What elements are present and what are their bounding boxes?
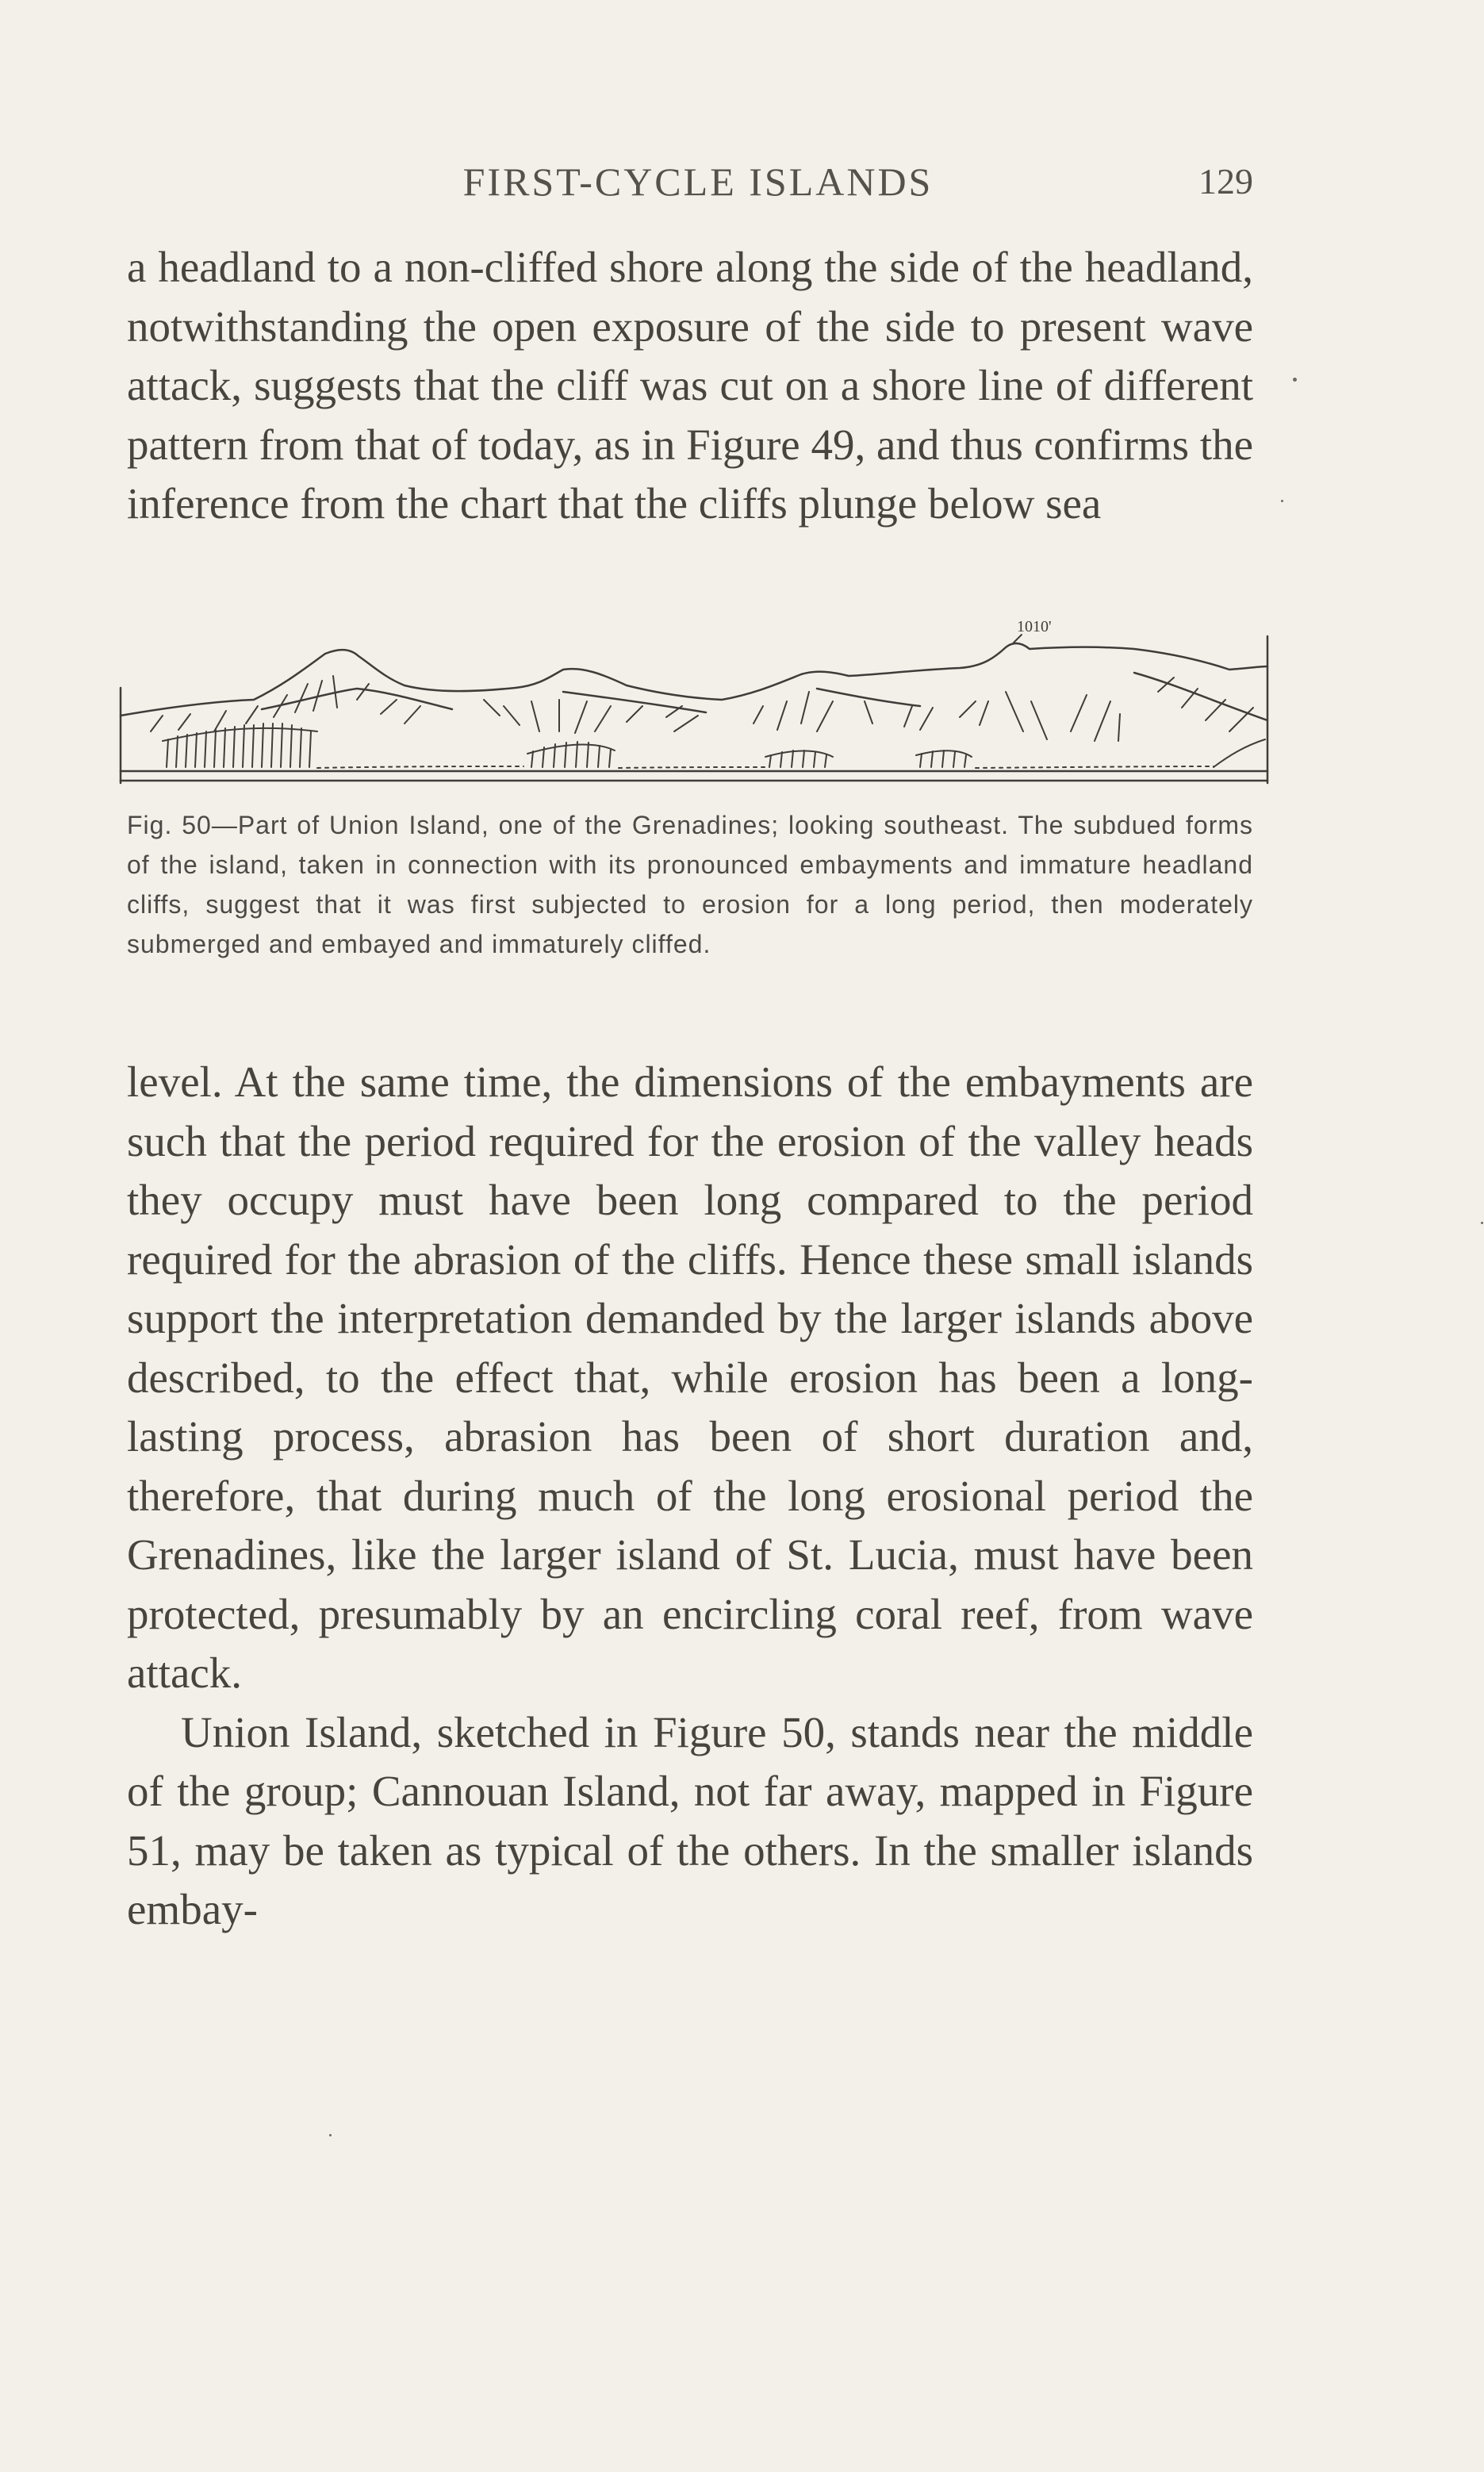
island-skyline (121, 643, 1267, 716)
running-title: FIRST-CYCLE ISLANDS (462, 159, 934, 204)
print-speck (1281, 500, 1283, 502)
figure-50-sketch (119, 612, 1269, 795)
print-speck (1293, 378, 1297, 382)
figure-caption (127, 805, 1253, 964)
summit-elevation-label: 1010' (1017, 618, 1052, 635)
summit-pointer (1014, 635, 1022, 643)
body-text-top (127, 238, 1253, 534)
page-number: 129 (1198, 161, 1253, 202)
paragraph-level: level. At the same time, the dimensions of the embayments are such that the period required for the erosion of the valley heads they occupy must have been long compared to the period required for the abrasion of the cliffs. Hence these small islands support the interpretation demanded by the larger islands above described, to the effect that, while erosion has been a long-lasting process, abrasion has been of short duration and, therefore, that during much of the long erosional period the Grenadines, like the larger island of St. Lucia, must have been protected, presumably by an encircling coral reef, from wave attack. (127, 1058, 1253, 1697)
body-text-bottom (127, 1053, 1253, 1940)
print-speck (329, 2134, 332, 2136)
union-island-profile-sketch (119, 612, 1269, 795)
paragraph-union-island: Union Island, sketched in Figure 50, stands near the middle of the group; Cannouan Island, not far away, mapped in Figure 51, may be taken as typical of the others. In the smaller islands embay- (127, 1707, 1253, 1933)
running-head (127, 159, 1269, 214)
paragraph-continued: a headland to a non-cliffed shore along the side of the headland, notwithstanding the open exposure of the side to present wave attack, suggests that the cliff was cut on a shore line of different pattern from that of today, as in Figure 49, and thus confirms the inference from the chart that the cliffs plunge below sea (127, 243, 1254, 528)
caption-text: Part of Union Island, one of the Grenadines; looking southeast. The subdued forms of the island, taken in connection with its pronounced embayments and immature headland cliffs, suggest that it was first subjected to erosion for a long period, then moderately submerged and embayed and immaturely cliffed. (127, 811, 1254, 958)
caption-label: Fig. 50— (127, 811, 238, 839)
low-shore-stipple (317, 766, 1214, 768)
print-speck (1481, 1222, 1483, 1224)
